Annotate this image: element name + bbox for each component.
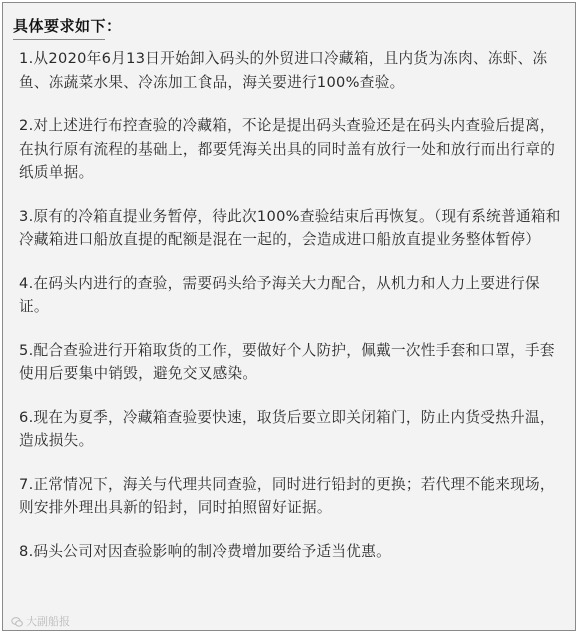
requirement-item-7: 7.正常情况下，海关与代理共同查验，同时进行铅封的更换；若代理不能来现场，则安排外理出具新的铅封，同时拍照留好证据。 [19,475,555,516]
watermark-text: 大副船报 [26,615,70,628]
requirement-item-5: 5.配合查验进行开箱取货的工作，要做好个人防护，佩戴一次性手套和口罩，手套使用后要集中销毁，避免交叉感染。 [19,341,555,382]
requirement-item-8: 8.码头公司对因查验影响的制冷费增加要给予适当优惠。 [19,542,391,560]
requirement-item-6: 6.现在为夏季，冷藏箱查验要快速，取货后要立即关闭箱门，防止内货受热升温，造成损失。 [19,408,555,449]
requirement-item-3: 3.原有的冷箱直提业务暂停，待此次100%查验结束后再恢复。（现有系统普通箱和冷藏箱进口船放直提的配额是混在一起的，会造成进口船放直提业务整体暂停） [19,207,561,248]
requirements-panel [2,2,576,631]
requirements-list [19,47,567,583]
requirement-item-1: 1.从2020年6月13日开始卸入码头的外贸进口冷藏箱，且内货为冻肉、冻虾、冻鱼、冻蔬菜水果、冷冻加工食品，海关要进行100%查验。 [19,50,548,91]
requirement-item-2: 2.对上述进行布控查验的冷藏箱，不论是提出码头查验还是在码头内查验后提离，在执行原有流程的基础上，都要凭海关出具的同时盖有放行一处和放行而出行章的纸质单据。 [19,117,556,181]
wechat-icon [11,616,23,628]
heading-underline [13,39,105,40]
section-heading: 具体要求如下： [13,17,122,35]
watermark [11,615,70,629]
requirement-item-4: 4.在码头内进行的查验，需要码头给予海关大力配合，从机力和人力上要进行保证。 [19,274,540,315]
